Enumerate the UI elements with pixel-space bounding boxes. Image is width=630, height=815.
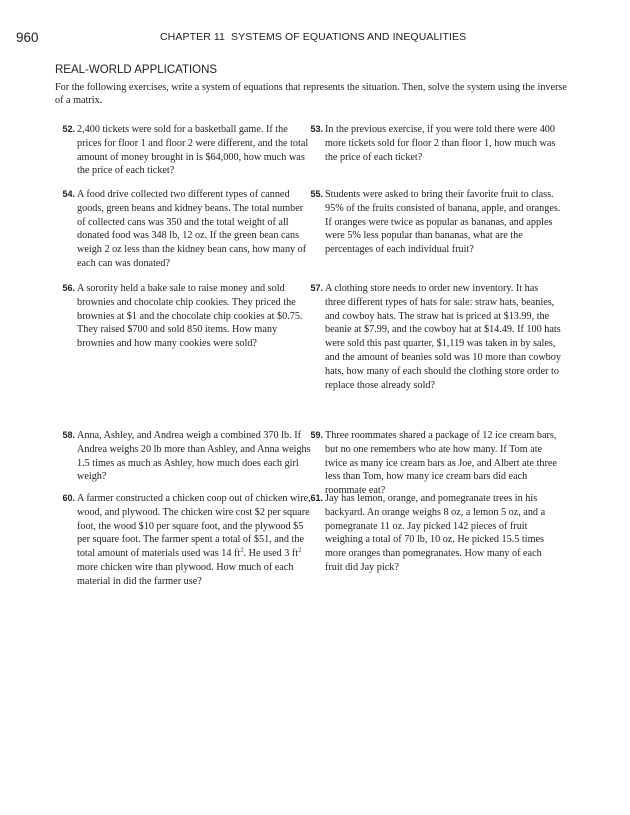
exercise-text: 2,400 tickets were sold for a basketball game. If the prices for floor 1 and floor 2 were different, and the total amount of money brought in is $64,000, how much was the price of each ticket? (77, 124, 309, 177)
exercise-number: 52. (62, 124, 75, 134)
exercise-number: 60. (62, 493, 75, 503)
exercise-text: In the previous exercise, if you were told there were 400 more tickets sold for floor 2 than floor 1, how much was the price of each ticket? (325, 124, 556, 163)
exercise-number: 57. (310, 283, 323, 293)
exercise-number: 61. (310, 493, 323, 503)
exercise-54 (62, 188, 313, 271)
exercise-text: Anna, Ashley, and Andrea weigh a combined 370 lb. If Andrea weighs 20 lb more than Ashley, and Anna weighs 1.5 times as much as Ashley, how much does each girl weigh? (77, 430, 311, 483)
chapter-heading (160, 31, 466, 43)
exercise-number: 59. (310, 430, 323, 440)
exercise-55 (310, 188, 561, 257)
exercise-text: A sorority held a bake sale to raise money and sold brownies and chocolate chip cookies. They priced the brownies at $1 and the chocolate chip cookies at $0.75. They raised $700 and sold 850 items. How many brownies and how many cookies were sold? (77, 283, 303, 350)
chapter-label: CHAPTER 11 (160, 31, 225, 43)
exercise-61 (310, 492, 561, 575)
exercise-number: 58. (62, 430, 75, 440)
section-instructions: For the following exercises, write a system of equations that represents the situation. Then, solve the system using the inverse of a matrix. (55, 82, 567, 106)
exercise-53 (310, 123, 561, 164)
exercise-number: 54. (62, 189, 75, 199)
page-number: 960 (16, 30, 39, 45)
exercise-text: A food drive collected two different types of canned goods, green beans and kidney beans. The total number of collected cans was 350 and the total weight of all donated food was 348 lb, 12 oz. If the green bean cans weigh 2 oz less than the kidney bean cans, how many of each can was donated? (77, 189, 307, 269)
exercise-60 (62, 492, 313, 589)
exercise-text: Students were asked to bring their favorite fruit to class. 95% of the fruits consisted of banana, apple, and oranges. If oranges were twice as popular as bananas, and apples were 5% less popular than bananas, what are the percentages of each individual fruit? (325, 189, 561, 256)
exercise-text: A clothing store needs to order new inventory. It has three different types of hats for sale: straw hats, beanies, and cowboy hats. The straw hat is priced at $13.99, the beanie at $7.99, and the cowboy hat at $14.49. If 100 hats were sold this past quarter, $1,119 was taken in by sales, and the amount of beanies sold was 10 more than cowboy hats, how many of each should the clothing store order to replace those already sold? (325, 283, 561, 391)
exercise-58 (62, 429, 313, 484)
section-heading: REAL-WORLD APPLICATIONS (55, 64, 218, 76)
exercise-text: Three roommates shared a package of 12 ice cream bars, but no one remembers who ate how many. If Tom ate twice as many ice cream bars as Joe, and Albert ate three less than Tom, how many ice cream bars did each roommate eat? (325, 430, 557, 497)
page-header (0, 30, 630, 46)
exercise-number: 56. (62, 283, 75, 293)
chapter-title: SYSTEMS OF EQUATIONS AND INEQUALITIES (231, 31, 467, 43)
exercise-text: Jay has lemon, orange, and pomegranate trees in his backyard. An orange weighs 8 oz, a lemon 5 oz, and a pomegranate 11 oz. Jay picked 142 pieces of fruit weighing a total of 70 lb, 10 oz. He picked 15.5 times more oranges than pomegranates. How many of each fruit did Jay pick? (325, 493, 546, 573)
exercise-52 (62, 123, 313, 178)
exercise-57 (310, 282, 561, 392)
exercise-text: A farmer constructed a chicken coop out of chicken wire, wood, and plywood. The chicken wire cost $2 per square foot, the wood $10 per square foot, and the plywood $5 per square foot. The farmer spent a total of $51, and the total amount of materials used was 14 $ft^2$. He used 3 $ft^2$ more chicken wire than plywood. How much of each material in did the farmer use? (77, 493, 311, 587)
exercise-number: 55. (310, 189, 323, 199)
exercise-56 (62, 282, 313, 351)
exercise-number: 53. (310, 124, 323, 134)
